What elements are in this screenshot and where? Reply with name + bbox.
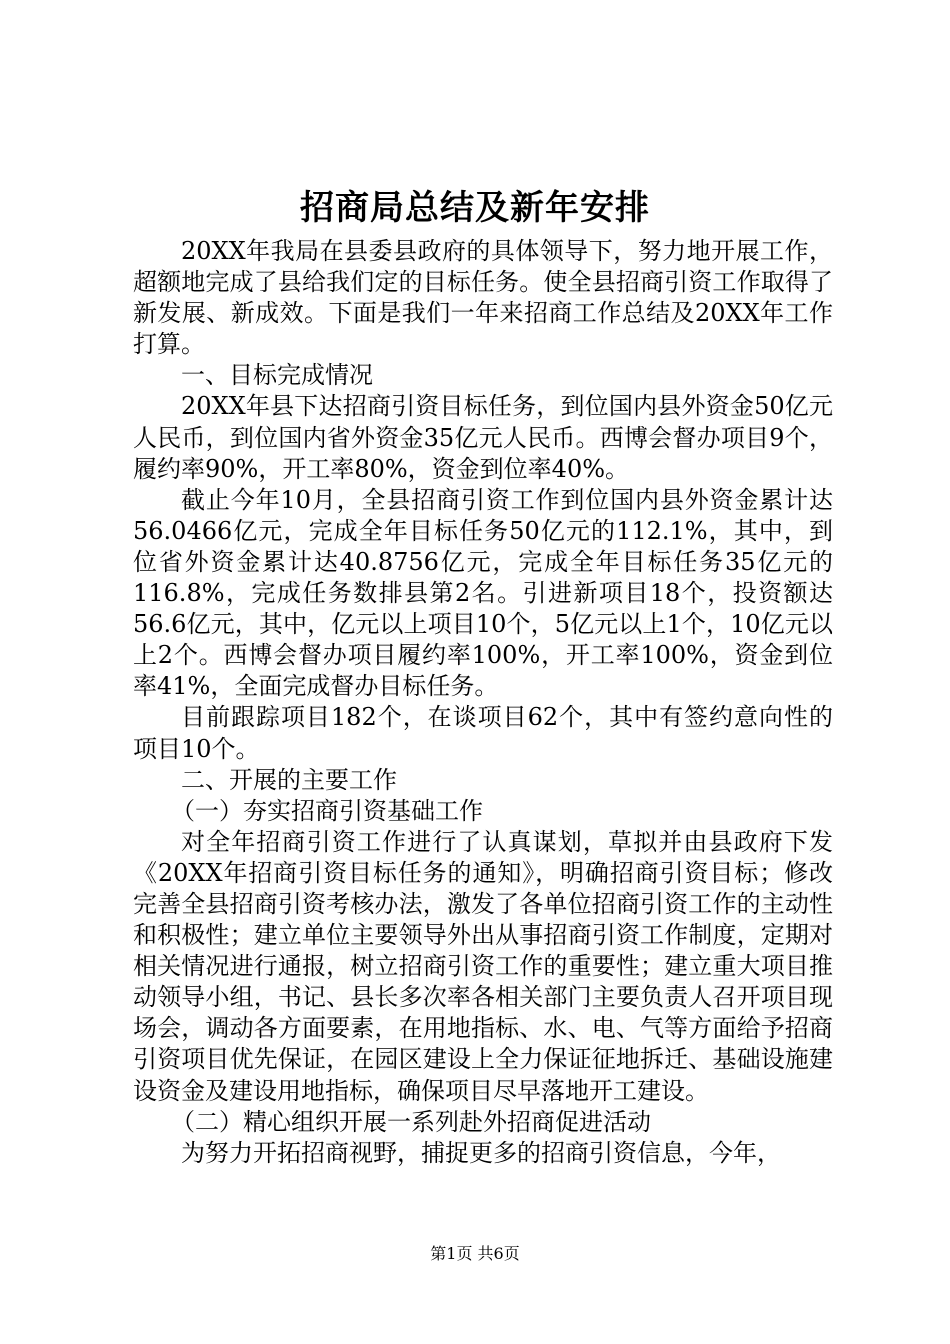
paragraph-intro: 20XX年我局在县委县政府的具体领导下，努力地开展工作，超额地完成了县给我们定的目标任务。使全县招商引资工作取得了新发展、新成效。下面是我们一年来招商工作总结及20XX年工作打算。 — [133, 237, 833, 359]
subsection-heading-foundation: （一）夯实招商引资基础工作 — [171, 796, 483, 825]
paragraph-foundation: 对全年招商引资工作进行了认真谋划，草拟并由县政府下发《20XX年招商引资目标任务的通知》，明确招商引资目标；修改完善全县招商引资考核办法，激发了各单位招商引资工作的主动性和积极性；建立单位主要领导外出从事招商引资工作制度，定期对相关情况进行通报，树立招商引资工作的重要性；建立重大项目推动领导小组，书记、县长多次率各相关部门主要负责人召开项目现场会，调动各方面要素，在用地指标、水、电、气等方面给予招商引资项目优先保证，在园区建设上全力保证征地拆迁、基础设施建设资金及建设用地指标，确保项目尽早落地开工建设。 — [133, 827, 833, 1105]
paragraph-promotion: 为努力开拓招商视野，捕捉更多的招商引资信息，今年， — [181, 1138, 781, 1167]
section-heading-targets: 一、目标完成情况 — [181, 361, 373, 390]
paragraph-targets: 20XX年县下达招商引资目标任务，到位国内县外资金50亿元人民币，到位国内省外资金35亿元人民币。西博会督办项目9个，履约率90%，开工率80%，资金到位率40%。 — [133, 392, 833, 483]
paragraph-progress: 截止今年10月，全县招商引资工作到位国内县外资金累计达56.0466亿元，完成全年目标任务50亿元的112.1%，其中，到位省外资金累计达40.8756亿元，完成全年目标任务35亿元的116.8%，完成任务数排县第2名。引进新项目18个，投资额达56.6亿元，其中，亿元以上项目10个，5亿元以上1个，10亿元以上2个。西博会督办项目履约率100%，开工率100%，资金到位率41%，全面完成督办目标任务。 — [133, 485, 833, 701]
page-footer: 第1页 共6页 — [430, 1244, 520, 1263]
section-heading-work: 二、开展的主要工作 — [181, 765, 397, 794]
subsection-heading-promotion: （二）精心组织开展一系列赴外招商促进活动 — [171, 1107, 651, 1136]
paragraph-tracking: 目前跟踪项目182个，在谈项目62个，其中有签约意向性的项目10个。 — [133, 703, 833, 763]
document-title: 招商局总结及新年安排 — [300, 188, 650, 228]
document-body — [133, 236, 833, 1169]
